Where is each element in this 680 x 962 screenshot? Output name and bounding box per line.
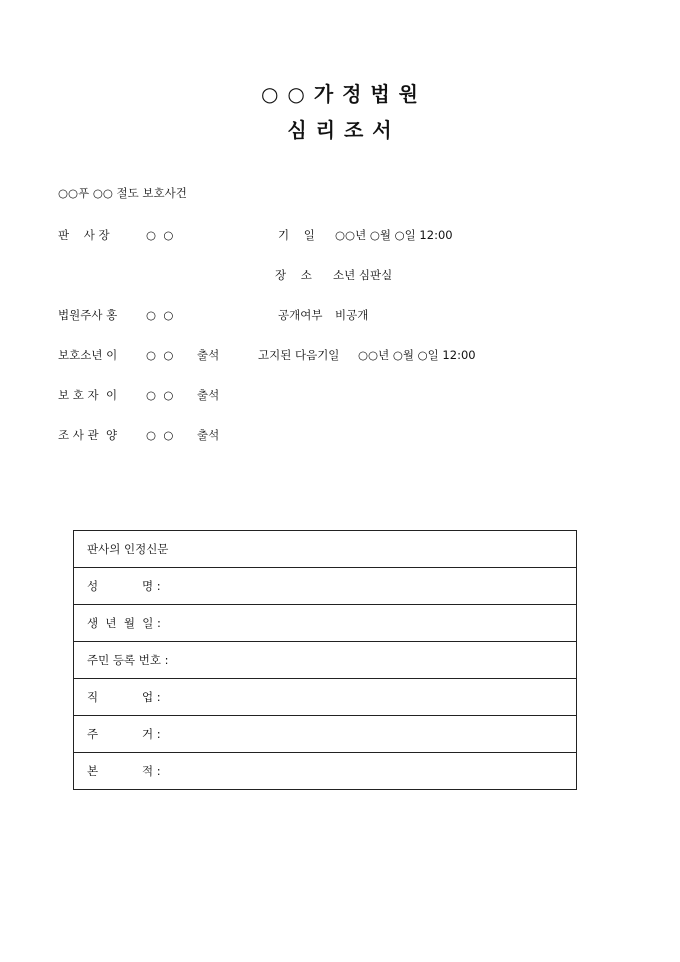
- guardian-label: 보 호 자 이: [58, 388, 118, 402]
- clerk-label: 법원주사 홍: [58, 308, 118, 322]
- investigator-name: ○ ○: [146, 428, 174, 442]
- table-row: [74, 531, 577, 568]
- table-row: [74, 642, 577, 679]
- residence-field: 주 거 :: [74, 716, 577, 753]
- place-label: 장 소: [275, 268, 312, 282]
- juvenile-status: 출석: [197, 348, 220, 362]
- court-title: ○ ○ 가 정 법 원: [261, 82, 419, 106]
- clerk-name: ○ ○: [146, 308, 174, 322]
- document-title: 심 리 조 서: [287, 118, 393, 142]
- case-name: ○○푸 ○○ 절도 보호사건: [58, 186, 187, 200]
- name-field: 성 명 :: [74, 568, 577, 605]
- table-row: [74, 679, 577, 716]
- next-date-value: ○○년 ○월 ○일 12:00: [358, 348, 476, 362]
- identity-examination-table: [73, 530, 577, 790]
- disclosure-label: 공개여부: [278, 308, 323, 322]
- guardian-status: 출석: [197, 388, 220, 402]
- judge-name: ○ ○: [146, 228, 174, 242]
- guardian-name: ○ ○: [146, 388, 174, 402]
- next-date-label: 고지된 다음기일: [258, 348, 340, 362]
- juvenile-label: 보호소년 이: [58, 348, 118, 362]
- hearing-date-value: ○○년 ○월 ○일 12:00: [335, 228, 453, 242]
- table-row: [74, 568, 577, 605]
- table-row: [74, 716, 577, 753]
- domicile-field: 본 적 :: [74, 753, 577, 790]
- investigator-status: 출석: [197, 428, 220, 442]
- investigator-label: 조 사 관 양: [58, 428, 118, 442]
- place-value: 소년 심판실: [333, 268, 393, 282]
- table-heading: 판사의 인정신문: [74, 531, 577, 568]
- hearing-date-label: 기 일: [278, 228, 315, 242]
- juvenile-name: ○ ○: [146, 348, 174, 362]
- occupation-field: 직 업 :: [74, 679, 577, 716]
- judge-label: 판 사 장: [58, 228, 110, 242]
- birthdate-field: 생 년 월 일 :: [74, 605, 577, 642]
- table-row: [74, 753, 577, 790]
- resident-number-field: 주민 등록 번호 :: [74, 642, 577, 679]
- disclosure-value: 비공개: [335, 308, 369, 322]
- table-row: [74, 605, 577, 642]
